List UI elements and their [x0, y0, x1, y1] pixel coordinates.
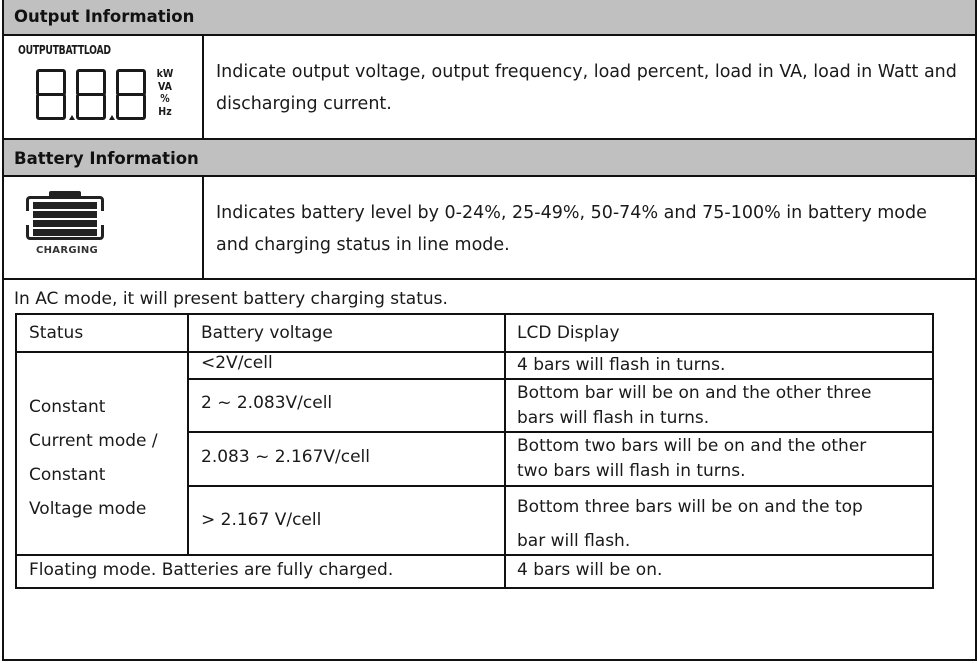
lcd-cell [517, 381, 871, 431]
lcd-cell [517, 434, 866, 484]
battery-bar-icon [33, 211, 97, 218]
lcd-line: Bottom three bars will be on and the top [517, 497, 863, 517]
status-line: Constant [29, 465, 106, 485]
decimal-point-icon [69, 115, 75, 120]
output-description: Indicate output voltage, output frequency, load percent, load in VA, load in Watt and discharging current. [216, 62, 957, 114]
charging-label: CHARGING [35, 245, 99, 256]
digit-icon [116, 69, 146, 119]
charging-status-table [15, 313, 934, 589]
info-table [2, 0, 977, 661]
row-divider [187, 378, 932, 380]
voltage-cell: <2V/cell [201, 353, 273, 373]
battery-description: Indicates battery level by 0-24%, 25-49%, 50-74% and 75-100% in battery mode and charging status in line mode. [216, 203, 927, 255]
status-constant-current-voltage [29, 390, 158, 526]
lcd-line: bars will flash in turns. [517, 408, 710, 428]
floating-mode-lcd: 4 bars will be on. [517, 560, 663, 580]
unit-labels [155, 68, 175, 118]
battery-information-header [4, 138, 975, 177]
voltage-cell: 2 ~ 2.083V/cell [201, 393, 333, 413]
digit-icon [36, 69, 66, 119]
battery-bar-icon [33, 202, 97, 209]
battery-bar-icon [33, 229, 97, 236]
row-divider [17, 351, 932, 353]
status-line: Constant [29, 397, 106, 417]
battery-charging-icon [22, 191, 106, 261]
header-status: Status [29, 323, 84, 343]
output-information-row [4, 36, 975, 138]
lcd-output-display-icon [16, 42, 186, 132]
lcd-cell: 4 bars will flash in turns. [517, 355, 726, 375]
row-divider [187, 485, 932, 487]
voltage-cell: > 2.167 V/cell [201, 510, 322, 530]
output-information-title: Output Information [14, 7, 195, 26]
lcd-cell [517, 490, 863, 558]
floating-mode-status: Floating mode. Batteries are fully charged. [29, 560, 394, 580]
header-lcd-display: LCD Display [517, 323, 620, 343]
battery-bar-icon [33, 220, 97, 227]
lcd-line: two bars will flash in turns. [517, 461, 746, 481]
unit-percent: % [160, 93, 170, 105]
status-line: Voltage mode [29, 499, 147, 519]
digit-icon [76, 69, 106, 119]
column-divider [202, 177, 204, 278]
voltage-cell: 2.083 ~ 2.167V/cell [201, 447, 370, 467]
decimal-point-icon [109, 115, 115, 120]
output-information-header [4, 0, 975, 36]
lcd-label: OUTPUTBATTLOAD [18, 42, 111, 57]
column-divider [504, 315, 506, 587]
lcd-line: Bottom two bars will be on and the other [517, 436, 867, 456]
battery-body [26, 196, 104, 240]
column-divider [202, 36, 204, 138]
seven-segment-digits [36, 69, 148, 121]
lcd-line: Bottom bar will be on and the other three [517, 383, 872, 403]
ac-mode-note: In AC mode, it will present battery charging status. [14, 289, 448, 309]
unit-kw: kW [156, 68, 174, 80]
status-line: Current mode / [29, 431, 158, 451]
row-divider [187, 431, 932, 433]
header-battery-voltage: Battery voltage [201, 323, 333, 343]
unit-hz: Hz [158, 105, 172, 118]
lcd-line: bar will flash. [517, 531, 631, 551]
battery-information-title: Battery Information [14, 149, 199, 168]
unit-va: VA [157, 80, 172, 93]
battery-information-row [4, 177, 975, 280]
